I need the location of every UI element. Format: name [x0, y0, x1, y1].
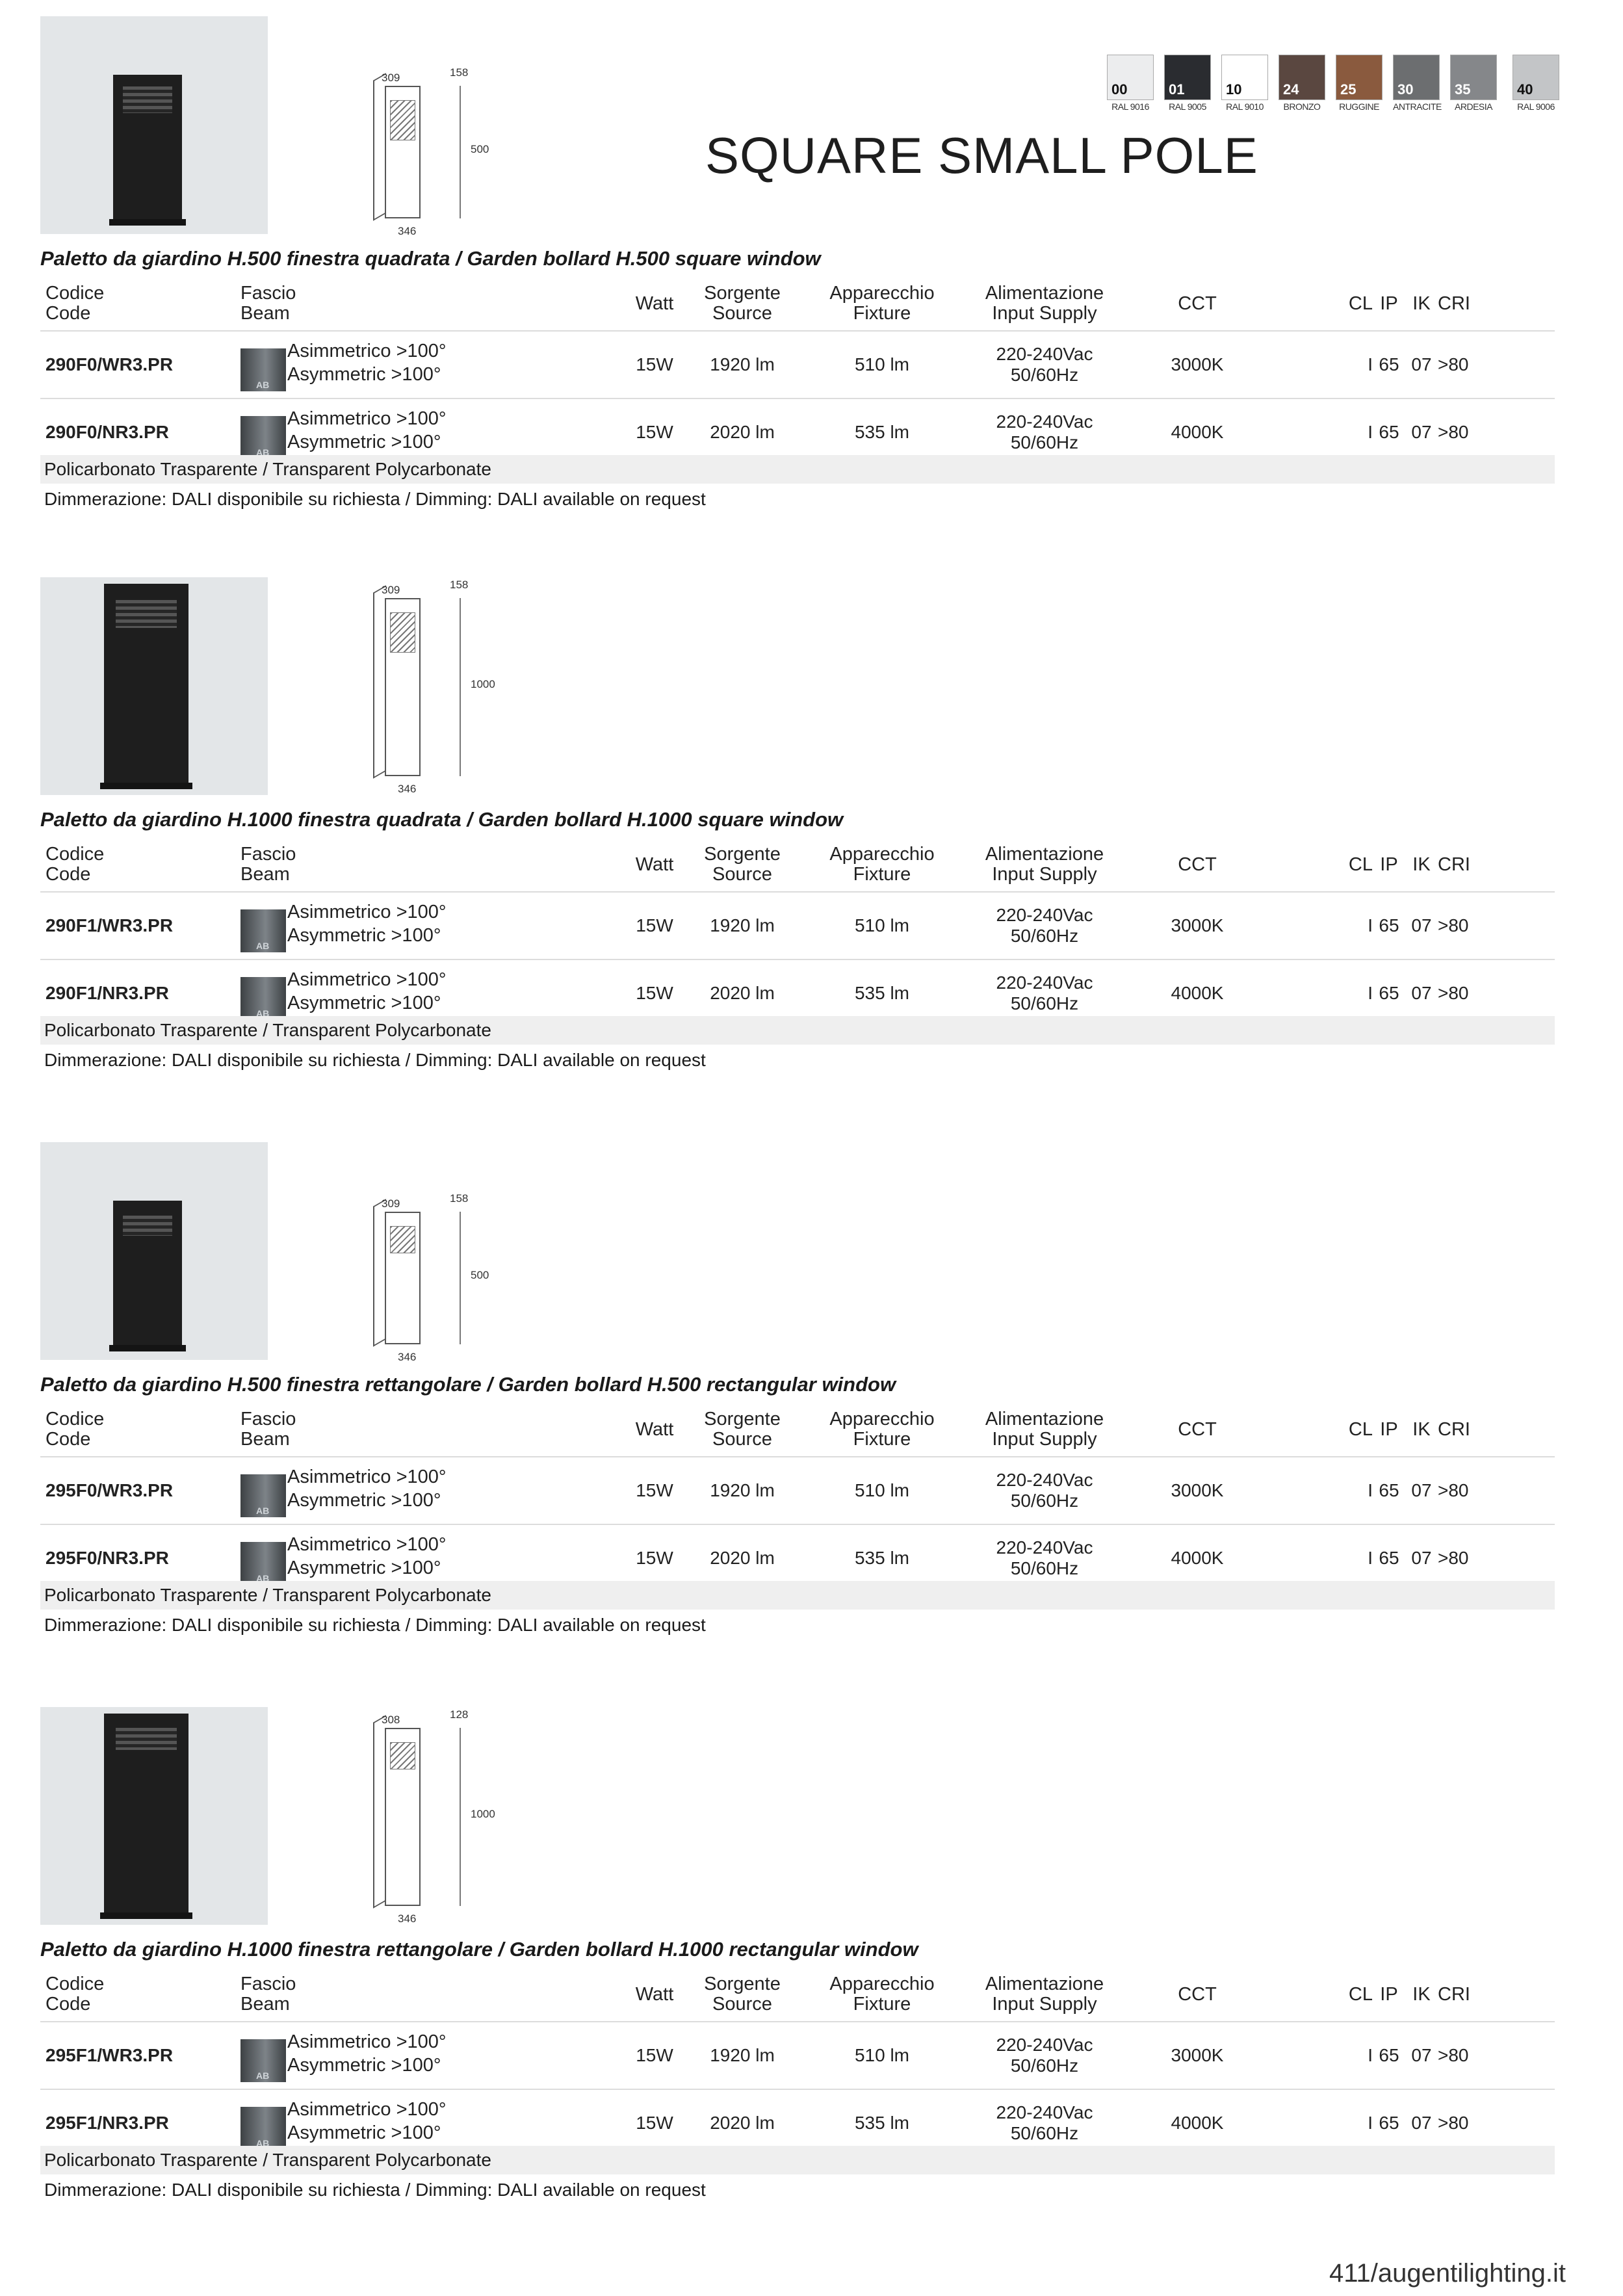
- section-title: Paletto da giardino H.1000 finestra rettangolare / Garden bollard H.1000 rectangular window: [40, 1938, 918, 1961]
- cct-value: 3000K: [1119, 892, 1275, 959]
- spec-table: [40, 280, 1555, 465]
- col-source: Sorgente Source: [704, 844, 781, 885]
- material-note: Policarbonato Trasparente / Transparent Polycarbonate: [40, 455, 1555, 484]
- table-header-row: [40, 841, 1555, 892]
- col-ip: IP: [1380, 1418, 1398, 1440]
- cl-value: I: [1275, 2022, 1373, 2089]
- cri-value: >80: [1438, 2089, 1470, 2156]
- swatch-number: 25: [1340, 81, 1357, 98]
- beam-cell: [235, 1457, 619, 1524]
- fixture-value: 510 lm: [794, 1457, 970, 1524]
- col-ik: IK: [1412, 293, 1431, 314]
- cri-value: >80: [1438, 331, 1470, 398]
- source-value: 2020 lm: [690, 959, 794, 1026]
- dim-width: 308: [382, 1714, 400, 1726]
- col-watt: Watt: [635, 293, 674, 314]
- product-code: 290F0/WR3.PR: [40, 331, 235, 398]
- product-code: 290F0/NR3.PR: [40, 398, 235, 465]
- swatch-ral: BRONZO: [1283, 101, 1321, 112]
- beam-it: Asimmetrico >100°: [287, 1467, 447, 1487]
- watt-value: 15W: [619, 959, 690, 1026]
- dimming-note: Dimmerazione: DALI disponibile su richiesta / Dimming: DALI available on request: [44, 2180, 706, 2200]
- col-cct: CCT: [1178, 1983, 1217, 2005]
- swatch-number: 01: [1169, 81, 1185, 98]
- cri-value: >80: [1438, 1524, 1470, 1591]
- swatch-ral: ANTRACITE: [1393, 101, 1442, 112]
- product-code: 295F0/WR3.PR: [40, 1457, 235, 1524]
- bollard-image: [113, 1201, 182, 1348]
- table-row: [40, 892, 1555, 959]
- product-section: [40, 1707, 1555, 2227]
- ip-value: 65: [1373, 331, 1405, 398]
- col-source: Sorgente Source: [704, 283, 781, 324]
- col-fixture: Apparecchio Fixture: [829, 283, 935, 324]
- product-code: 295F1/WR3.PR: [40, 2022, 235, 2089]
- col-cl: CL: [1348, 854, 1373, 875]
- product-code: 295F0/NR3.PR: [40, 1524, 235, 1591]
- col-cri: CRI: [1438, 854, 1470, 875]
- asymmetric-beam-icon: [240, 1542, 286, 1585]
- watt-value: 15W: [619, 398, 690, 465]
- supply-value: 220-240Vac 50/60Hz: [970, 1524, 1119, 1591]
- supply-value: 220-240Vac 50/60Hz: [970, 1457, 1119, 1524]
- dim-width: 309: [382, 72, 400, 84]
- dimming-note: Dimmerazione: DALI disponibile su richiesta / Dimming: DALI available on request: [44, 1615, 706, 1635]
- watt-value: 15W: [619, 331, 690, 398]
- source-value: 1920 lm: [690, 892, 794, 959]
- watt-value: 15W: [619, 1524, 690, 1591]
- table-header-row: [40, 1970, 1555, 2022]
- swatch-number: 24: [1283, 81, 1299, 98]
- dim-depth: 158: [450, 579, 469, 591]
- swatch-ral: RAL 9006: [1517, 101, 1555, 112]
- cl-value: I: [1275, 1524, 1373, 1591]
- cl-value: I: [1275, 398, 1373, 465]
- col-ip: IP: [1380, 854, 1398, 875]
- page-title: SQUARE SMALL POLE: [705, 127, 1258, 184]
- table-header-row: [40, 280, 1555, 331]
- col-ik: IK: [1412, 1418, 1431, 1440]
- col-beam: Fascio Beam: [240, 1409, 296, 1450]
- material-note: Policarbonato Trasparente / Transparent Polycarbonate: [40, 2146, 1555, 2174]
- dim-base: 346: [398, 1351, 417, 1363]
- col-cct: CCT: [1178, 854, 1217, 875]
- beam-it: Asimmetrico >100°: [287, 408, 447, 429]
- table-row: [40, 2022, 1555, 2089]
- col-supply: Alimentazione Input Supply: [985, 1974, 1104, 2015]
- supply-value: 220-240Vac 50/60Hz: [970, 331, 1119, 398]
- page-footer[interactable]: 411/augentilighting.it: [1329, 2259, 1566, 2288]
- col-cct: CCT: [1178, 1418, 1217, 1440]
- watt-value: 15W: [619, 2022, 690, 2089]
- col-cl: CL: [1348, 1418, 1373, 1440]
- swatch-number: 35: [1455, 81, 1471, 98]
- product-code: 290F1/WR3.PR: [40, 892, 235, 959]
- ik-value: 07: [1405, 331, 1438, 398]
- technical-drawing: [326, 1192, 521, 1366]
- col-beam: Fascio Beam: [240, 844, 296, 885]
- cct-value: 4000K: [1119, 398, 1275, 465]
- spec-table: [40, 841, 1555, 1026]
- col-cri: CRI: [1438, 1983, 1470, 2005]
- beam-en: Asymmetric >100°: [287, 364, 441, 385]
- swatch-ral: RAL 9016: [1111, 101, 1149, 112]
- technical-drawing: [326, 66, 521, 241]
- ip-value: 65: [1373, 1524, 1405, 1591]
- beam-it: Asimmetrico >100°: [287, 2031, 447, 2052]
- ik-value: 07: [1405, 1524, 1438, 1591]
- dim-height: 500: [471, 143, 489, 155]
- dim-base: 346: [398, 783, 417, 795]
- asymmetric-beam-icon: [240, 977, 286, 1020]
- cl-value: I: [1275, 2089, 1373, 2156]
- beam-it: Asimmetrico >100°: [287, 341, 447, 361]
- bollard-image: [113, 75, 182, 222]
- product-section: [40, 16, 1555, 536]
- col-fixture: Apparecchio Fixture: [829, 844, 935, 885]
- col-supply: Alimentazione Input Supply: [985, 283, 1104, 324]
- beam-cell: [235, 331, 619, 398]
- col-ik: IK: [1412, 854, 1431, 875]
- material-note: Policarbonato Trasparente / Transparent Polycarbonate: [40, 1016, 1555, 1045]
- fixture-value: 510 lm: [794, 331, 970, 398]
- spec-table: [40, 1405, 1555, 1591]
- col-supply: Alimentazione Input Supply: [985, 844, 1104, 885]
- spec-table: [40, 1970, 1555, 2156]
- ip-value: 65: [1373, 2022, 1405, 2089]
- cl-value: I: [1275, 331, 1373, 398]
- col-source: Sorgente Source: [704, 1974, 781, 2015]
- col-ik: IK: [1412, 1983, 1431, 2005]
- cct-value: 4000K: [1119, 959, 1275, 1026]
- dim-width: 309: [382, 1197, 400, 1210]
- cl-value: I: [1275, 892, 1373, 959]
- source-value: 2020 lm: [690, 1524, 794, 1591]
- col-code: Codice Code: [45, 1974, 105, 2015]
- asymmetric-beam-icon: [240, 2107, 286, 2150]
- swatch-number: 00: [1111, 81, 1128, 98]
- ip-value: 65: [1373, 959, 1405, 1026]
- col-supply: Alimentazione Input Supply: [985, 1409, 1104, 1450]
- col-cl: CL: [1348, 293, 1373, 314]
- product-section: [40, 577, 1555, 1097]
- technical-drawing: [326, 1708, 521, 1928]
- col-watt: Watt: [635, 1983, 674, 2005]
- swatch-ral: RUGGINE: [1339, 101, 1379, 112]
- ik-value: 07: [1405, 2022, 1438, 2089]
- dim-height: 1000: [471, 1808, 495, 1820]
- col-cl: CL: [1348, 1983, 1373, 2005]
- ip-value: 65: [1373, 398, 1405, 465]
- dim-width: 309: [382, 584, 400, 596]
- beam-en: Asymmetric >100°: [287, 2055, 441, 2076]
- col-cri: CRI: [1438, 1418, 1470, 1440]
- technical-drawing: [326, 579, 521, 798]
- beam-en: Asymmetric >100°: [287, 2122, 441, 2143]
- product-code: 295F1/NR3.PR: [40, 2089, 235, 2156]
- col-code: Codice Code: [45, 1409, 105, 1450]
- swatch-number: 30: [1397, 81, 1414, 98]
- ik-value: 07: [1405, 959, 1438, 1026]
- beam-it: Asimmetrico >100°: [287, 902, 447, 922]
- cri-value: >80: [1438, 398, 1470, 465]
- source-value: 1920 lm: [690, 1457, 794, 1524]
- asymmetric-beam-icon: [240, 2039, 286, 2082]
- cct-value: 3000K: [1119, 1457, 1275, 1524]
- ip-value: 65: [1373, 2089, 1405, 2156]
- dim-height: 1000: [471, 678, 495, 690]
- product-photo: [40, 1707, 268, 1925]
- dim-base: 346: [398, 225, 417, 237]
- col-fixture: Apparecchio Fixture: [829, 1409, 935, 1450]
- product-code: 290F1/NR3.PR: [40, 959, 235, 1026]
- ik-value: 07: [1405, 1457, 1438, 1524]
- col-code: Codice Code: [45, 283, 105, 324]
- beam-en: Asymmetric >100°: [287, 925, 441, 946]
- source-value: 1920 lm: [690, 331, 794, 398]
- asymmetric-beam-icon: [240, 1474, 286, 1517]
- supply-value: 220-240Vac 50/60Hz: [970, 398, 1119, 465]
- asymmetric-beam-icon: [240, 909, 286, 952]
- fixture-value: 535 lm: [794, 2089, 970, 2156]
- product-section: [40, 1142, 1555, 1662]
- asymmetric-beam-icon: [240, 416, 286, 459]
- col-watt: Watt: [635, 854, 674, 875]
- dim-height: 500: [471, 1269, 489, 1281]
- cct-value: 4000K: [1119, 2089, 1275, 2156]
- col-ip: IP: [1380, 293, 1398, 314]
- beam-cell: [235, 2022, 619, 2089]
- cct-value: 4000K: [1119, 1524, 1275, 1591]
- dim-base: 346: [398, 1912, 417, 1925]
- table-row: [40, 331, 1555, 398]
- fixture-value: 535 lm: [794, 398, 970, 465]
- supply-value: 220-240Vac 50/60Hz: [970, 2022, 1119, 2089]
- section-title: Paletto da giardino H.500 finestra rettangolare / Garden bollard H.500 rectangular window: [40, 1373, 896, 1396]
- beam-en: Asymmetric >100°: [287, 432, 441, 452]
- beam-en: Asymmetric >100°: [287, 1490, 441, 1511]
- source-value: 2020 lm: [690, 2089, 794, 2156]
- cri-value: >80: [1438, 959, 1470, 1026]
- cri-value: >80: [1438, 2022, 1470, 2089]
- section-title: Paletto da giardino H.500 finestra quadrata / Garden bollard H.500 square window: [40, 247, 821, 270]
- beam-it: Asimmetrico >100°: [287, 2099, 447, 2120]
- ip-value: 65: [1373, 1457, 1405, 1524]
- col-beam: Fascio Beam: [240, 283, 296, 324]
- product-photo: [40, 16, 268, 234]
- product-photo: [40, 1142, 268, 1360]
- cct-value: 3000K: [1119, 331, 1275, 398]
- bollard-image: [104, 584, 188, 785]
- ik-value: 07: [1405, 2089, 1438, 2156]
- swatch-number: 10: [1226, 81, 1242, 98]
- cct-value: 3000K: [1119, 2022, 1275, 2089]
- table-row: [40, 1457, 1555, 1524]
- supply-value: 220-240Vac 50/60Hz: [970, 2089, 1119, 2156]
- fixture-value: 510 lm: [794, 2022, 970, 2089]
- ik-value: 07: [1405, 398, 1438, 465]
- dimming-note: Dimmerazione: DALI disponibile su richiesta / Dimming: DALI available on request: [44, 489, 706, 509]
- col-cct: CCT: [1178, 293, 1217, 314]
- watt-value: 15W: [619, 892, 690, 959]
- section-title: Paletto da giardino H.1000 finestra quadrata / Garden bollard H.1000 square window: [40, 808, 844, 831]
- cl-value: I: [1275, 959, 1373, 1026]
- dimming-note: Dimmerazione: DALI disponibile su richiesta / Dimming: DALI available on request: [44, 1050, 706, 1070]
- fixture-value: 510 lm: [794, 892, 970, 959]
- col-beam: Fascio Beam: [240, 1974, 296, 2015]
- watt-value: 15W: [619, 2089, 690, 2156]
- supply-value: 220-240Vac 50/60Hz: [970, 892, 1119, 959]
- fixture-value: 535 lm: [794, 959, 970, 1026]
- dim-depth: 158: [450, 66, 469, 79]
- beam-it: Asimmetrico >100°: [287, 1534, 447, 1555]
- asymmetric-beam-icon: [240, 348, 286, 391]
- watt-value: 15W: [619, 1457, 690, 1524]
- bollard-image: [104, 1714, 188, 1915]
- col-source: Sorgente Source: [704, 1409, 781, 1450]
- dim-depth: 128: [450, 1708, 469, 1721]
- product-photo: [40, 577, 268, 795]
- col-ip: IP: [1380, 1983, 1398, 2005]
- source-value: 2020 lm: [690, 398, 794, 465]
- col-watt: Watt: [635, 1418, 674, 1440]
- cl-value: I: [1275, 1457, 1373, 1524]
- table-header-row: [40, 1405, 1555, 1457]
- supply-value: 220-240Vac 50/60Hz: [970, 959, 1119, 1026]
- beam-en: Asymmetric >100°: [287, 993, 441, 1013]
- beam-en: Asymmetric >100°: [287, 1558, 441, 1578]
- ik-value: 07: [1405, 892, 1438, 959]
- swatch-ral: RAL 9010: [1226, 101, 1264, 112]
- swatch-ral: ARDESIA: [1455, 101, 1492, 112]
- source-value: 1920 lm: [690, 2022, 794, 2089]
- col-cri: CRI: [1438, 293, 1470, 314]
- col-fixture: Apparecchio Fixture: [829, 1974, 935, 2015]
- ip-value: 65: [1373, 892, 1405, 959]
- fixture-value: 535 lm: [794, 1524, 970, 1591]
- cri-value: >80: [1438, 1457, 1470, 1524]
- swatch-ral: RAL 9005: [1169, 101, 1206, 112]
- beam-it: Asimmetrico >100°: [287, 969, 447, 990]
- material-note: Policarbonato Trasparente / Transparent Polycarbonate: [40, 1581, 1555, 1610]
- dim-depth: 158: [450, 1192, 469, 1205]
- beam-cell: [235, 892, 619, 959]
- swatch-number: 40: [1517, 81, 1533, 98]
- cri-value: >80: [1438, 892, 1470, 959]
- col-code: Codice Code: [45, 844, 105, 885]
